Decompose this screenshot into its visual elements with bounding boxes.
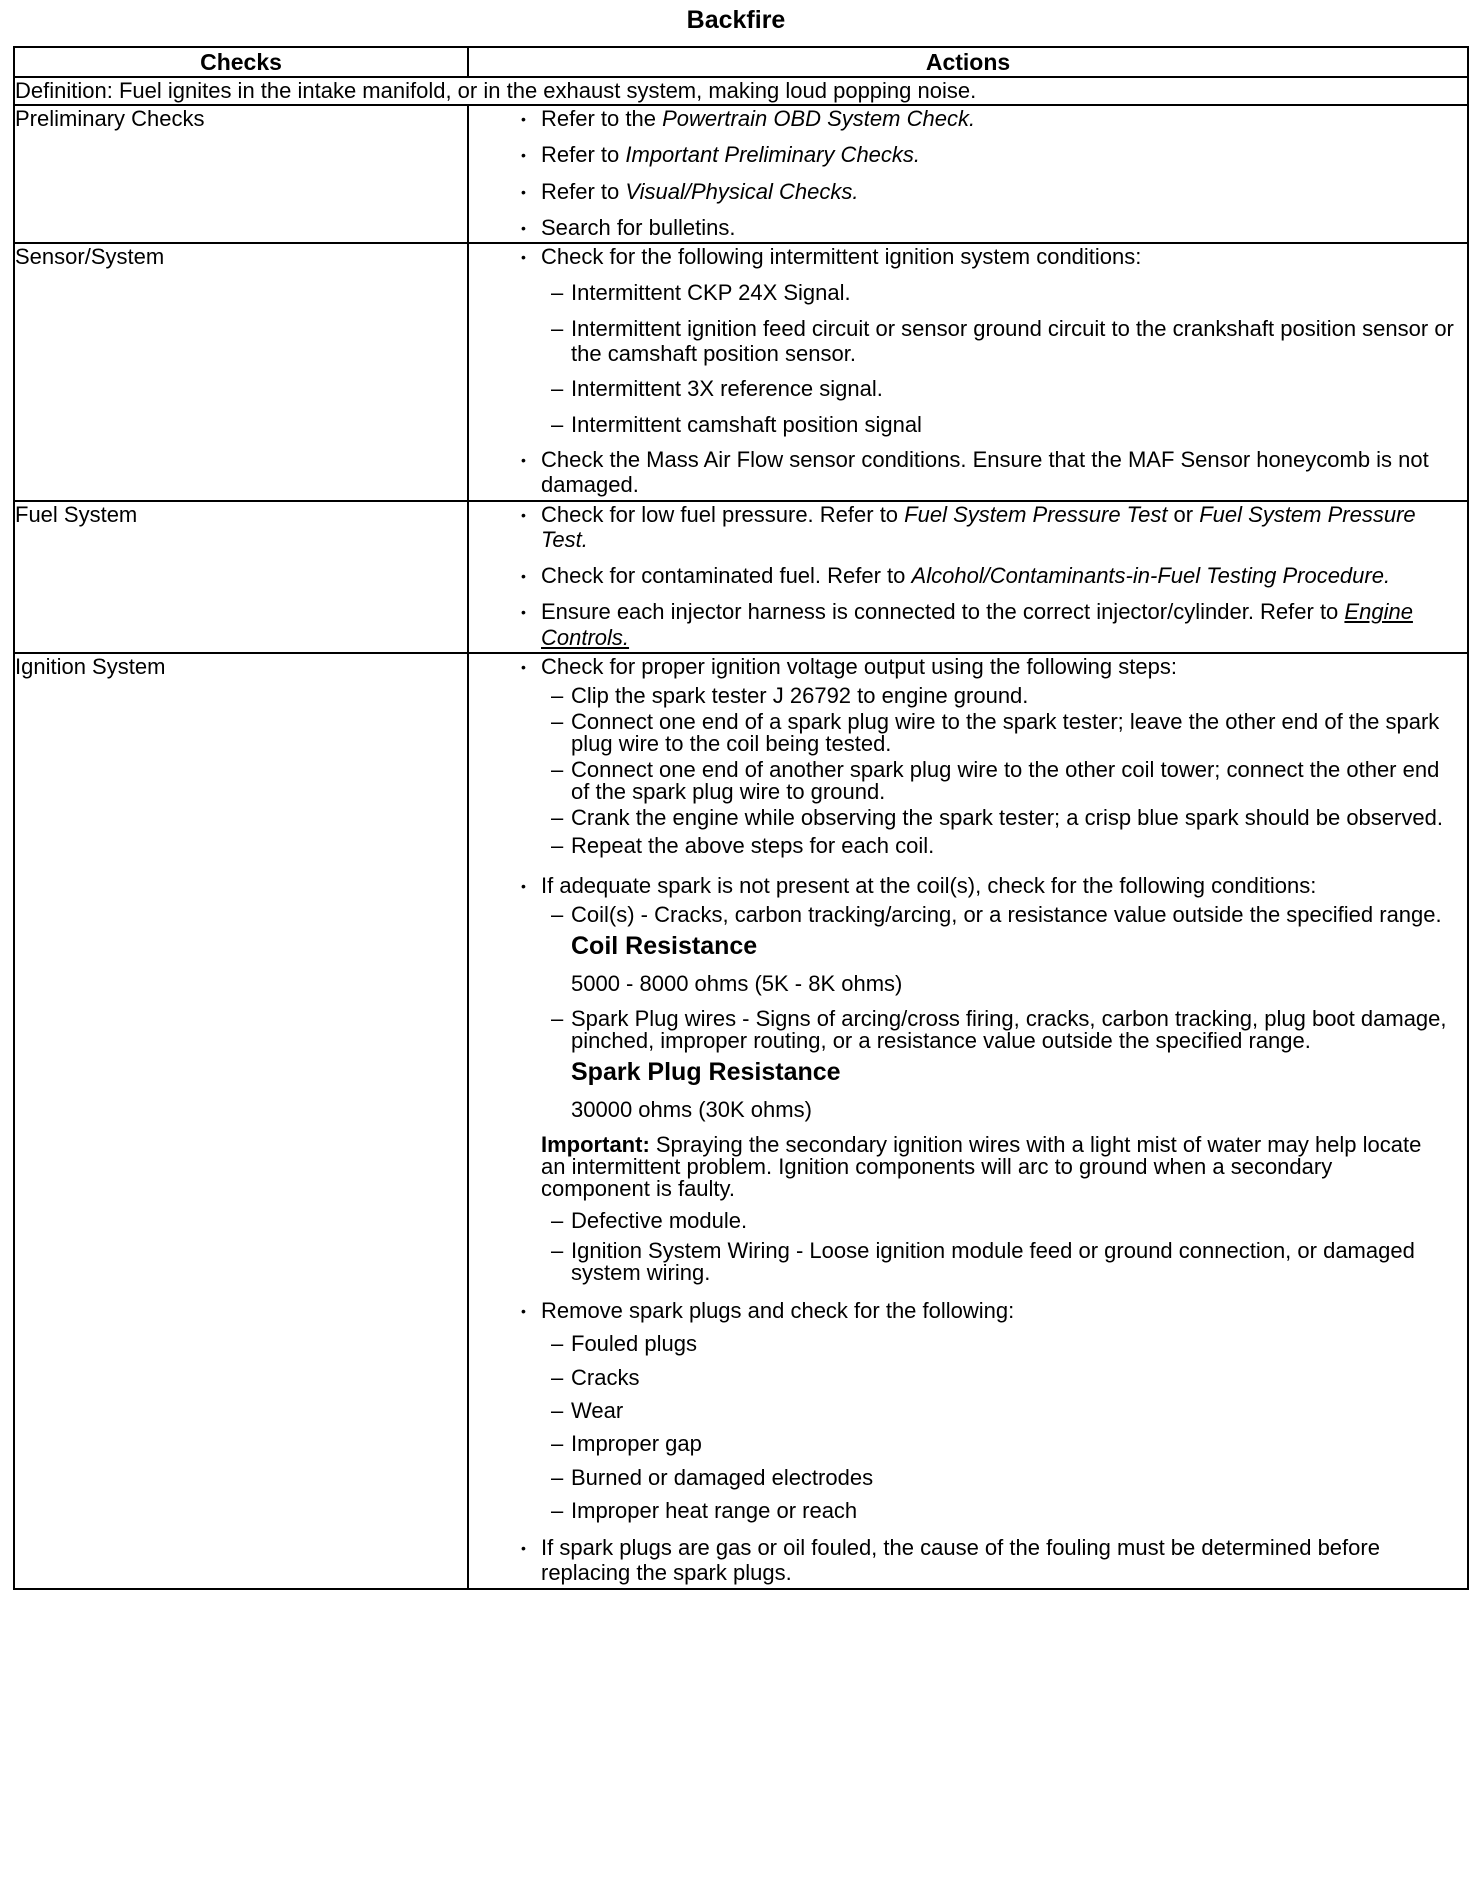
actions-ignition-system [468,653,1468,1589]
step-item: – Connect one end of a spark plug wire to the spark tester; leave the other end of the spark plug wire to the coil being tested. [469,711,1467,755]
coil-resistance-value: 5000 - 8000 ohms (5K - 8K ohms) [571,970,903,996]
reference-link-text: Alcohol/Contaminants-in-Fuel Testing Procedure. [911,563,1391,589]
diagnostic-table [13,46,1469,1590]
check-ignition-system: Ignition System [14,653,468,1589]
actions-preliminary [468,105,1468,243]
coil-resistance-heading: Coil Resistance [571,931,758,960]
plug-condition-item: – Improper heat range or reach [469,1498,1467,1523]
table-row [14,501,1468,653]
action-bullet [469,179,1467,204]
action-bullet: • Check for the following intermittent ignition system conditions: [469,244,1467,269]
condition-item: – Coil(s) - Cracks, carbon tracking/arcing, or a resistance value outside the specified range. [469,904,1467,926]
important-label: Important: [541,1132,650,1158]
step-item: – Clip the spark tester J 26792 to engine ground. [469,685,1467,707]
action-bullet [469,563,1467,588]
action-text: or [1167,501,1200,527]
actions-fuel-system [468,501,1468,653]
reference-link-text: Engine Controls. [541,599,1413,650]
action-bullet [469,502,1467,553]
reference-link-text: Fuel System Pressure Test. [541,501,1416,552]
action-dash-item: – Intermittent CKP 24X Signal. [469,280,1467,305]
plug-condition-item: – Cracks [469,1365,1467,1390]
table-row [14,105,1468,243]
action-text: Refer to [541,178,626,204]
checks-column-header: Checks [14,47,468,77]
table-header-row [14,47,1468,77]
plug-condition-item: – Wear [469,1398,1467,1423]
spark-plug-resistance-heading: Spark Plug Resistance [571,1057,841,1086]
check-preliminary: Preliminary Checks [14,105,468,243]
definition-row [14,77,1468,105]
step-item: – Repeat the above steps for each coil. [469,833,1467,858]
action-text: Ensure each injector harness is connected to the correct injector/cylinder. Refer to [541,599,1345,625]
table-row [14,243,1468,500]
action-bullet [469,599,1467,650]
reference-link-text: Fuel System Pressure Test [904,501,1168,527]
reference-link-text: Important Preliminary Checks. [625,142,921,168]
page-title: Backfire [686,6,786,34]
important-text: Spraying the secondary ignition wires with a light mist of water may help locate an intermittent problem. Ignition components will arc to ground when a secondary component is faulty. [541,1132,1422,1202]
action-dash-item: – Intermittent ignition feed circuit or sensor ground circuit to the crankshaft position sensor or the camshaft position sensor. [469,316,1467,367]
plug-condition-item: – Burned or damaged electrodes [469,1465,1467,1490]
spark-plug-resistance-value: 30000 ohms (30K ohms) [571,1096,812,1122]
action-text: Check for contaminated fuel. Refer to [541,563,912,589]
check-fuel-system: Fuel System [14,501,468,653]
important-note [469,1134,1467,1200]
action-text: Refer to the [541,106,663,131]
actions-sensor-system [468,243,1468,500]
condition-item: – Spark Plug wires - Signs of arcing/cross firing, cracks, carbon tracking, plug boot damage, pinched, improper routing, or a resistance value outside the specified range. [469,1008,1467,1052]
action-dash-item: – Intermittent 3X reference signal. [469,376,1467,401]
reference-link-text: Powertrain OBD System Check. [662,106,976,131]
action-bullet: • Search for bulletins. [469,215,1467,240]
step-item: – Crank the engine while observing the spark tester; a crisp blue spark should be observed. [469,807,1467,829]
action-bullet: • If adequate spark is not present at the coil(s), check for the following conditions: [469,873,1467,898]
action-bullet: • Check for proper ignition voltage output using the following steps: [469,654,1467,679]
action-dash-item: – Intermittent camshaft position signal [469,412,1467,437]
condition-item: – Defective module. [469,1210,1467,1232]
plug-condition-item: – Fouled plugs [469,1331,1467,1356]
condition-item: – Ignition System Wiring - Loose ignition module feed or ground connection, or damaged system wiring. [469,1240,1467,1284]
table-row [14,653,1468,1589]
action-bullet [469,106,1467,131]
plug-condition-item: – Improper gap [469,1431,1467,1456]
check-sensor-system: Sensor/System [14,243,468,500]
action-text: Refer to [541,142,626,168]
action-bullet: • Check the Mass Air Flow sensor conditions. Ensure that the MAF Sensor honeycomb is not damaged. [469,447,1467,498]
definition-text: Definition: Fuel ignites in the intake manifold, or in the exhaust system, making loud popping noise. [14,77,1468,105]
step-item: – Connect one end of another spark plug wire to the other coil tower; connect the other end of the spark plug wire to ground. [469,759,1467,803]
action-bullet: • If spark plugs are gas or oil fouled, the cause of the fouling must be determined before replacing the spark plugs. [469,1535,1467,1586]
reference-link-text: Visual/Physical Checks. [625,178,859,204]
actions-column-header: Actions [468,47,1468,77]
action-bullet: • Remove spark plugs and check for the following: [469,1298,1467,1323]
action-text: Check for low fuel pressure. Refer to [541,501,905,527]
action-bullet [469,142,1467,167]
